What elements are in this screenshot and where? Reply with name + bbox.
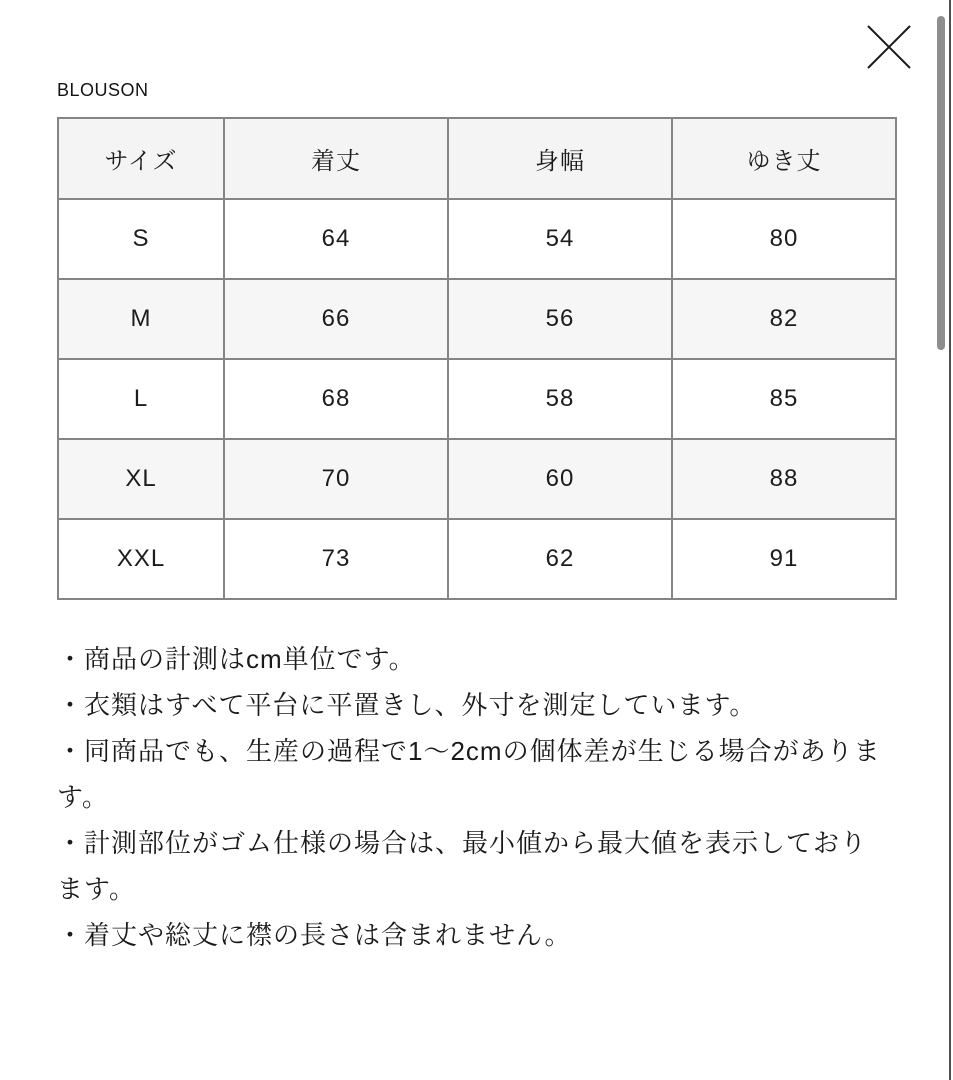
- cell-size: XXL: [58, 519, 224, 599]
- note-line: ・商品の計測はcm単位です。: [57, 644, 416, 674]
- table-row: [58, 279, 896, 359]
- column-header-width: 身幅: [448, 118, 672, 199]
- cell-value: 54: [448, 199, 672, 279]
- cell-value: 66: [224, 279, 448, 359]
- cell-size: L: [58, 359, 224, 439]
- cell-value: 56: [448, 279, 672, 359]
- close-icon: [865, 23, 913, 71]
- note-line: ます。: [57, 874, 136, 904]
- table-row: [58, 519, 896, 599]
- cell-size: XL: [58, 439, 224, 519]
- page-title: BLOUSON: [57, 80, 149, 100]
- column-header-size: サイズ: [58, 118, 224, 199]
- panel-right-edge: [949, 0, 951, 1080]
- size-table: [57, 117, 897, 600]
- cell-value: 64: [224, 199, 448, 279]
- note-line: す。: [57, 782, 109, 812]
- cell-value: 73: [224, 519, 448, 599]
- cell-value: 68: [224, 359, 448, 439]
- close-button[interactable]: [860, 18, 918, 76]
- table-row: [58, 359, 896, 439]
- scrollbar-thumb[interactable]: [937, 16, 945, 350]
- cell-value: 80: [672, 199, 896, 279]
- column-header-length: 着丈: [224, 118, 448, 199]
- table-row: [58, 199, 896, 279]
- cell-value: 85: [672, 359, 896, 439]
- column-header-sleeve: ゆき丈: [672, 118, 896, 199]
- cell-value: 82: [672, 279, 896, 359]
- cell-value: 58: [448, 359, 672, 439]
- measurement-notes: [57, 636, 917, 958]
- note-line: ・同商品でも、生産の過程で1～2cmの個体差が生じる場合がありま: [57, 736, 881, 766]
- table-row: [58, 439, 896, 519]
- note-line: ・計測部位がゴム仕様の場合は、最小値から最大値を表示しており: [57, 828, 868, 858]
- cell-size: M: [58, 279, 224, 359]
- cell-size: S: [58, 199, 224, 279]
- cell-value: 70: [224, 439, 448, 519]
- cell-value: 91: [672, 519, 896, 599]
- note-line: ・着丈や総丈に襟の長さは含まれません。: [57, 920, 572, 950]
- note-line: ・衣類はすべて平台に平置きし、外寸を測定しています。: [57, 690, 757, 720]
- table-header-row: [58, 118, 896, 199]
- cell-value: 88: [672, 439, 896, 519]
- cell-value: 60: [448, 439, 672, 519]
- cell-value: 62: [448, 519, 672, 599]
